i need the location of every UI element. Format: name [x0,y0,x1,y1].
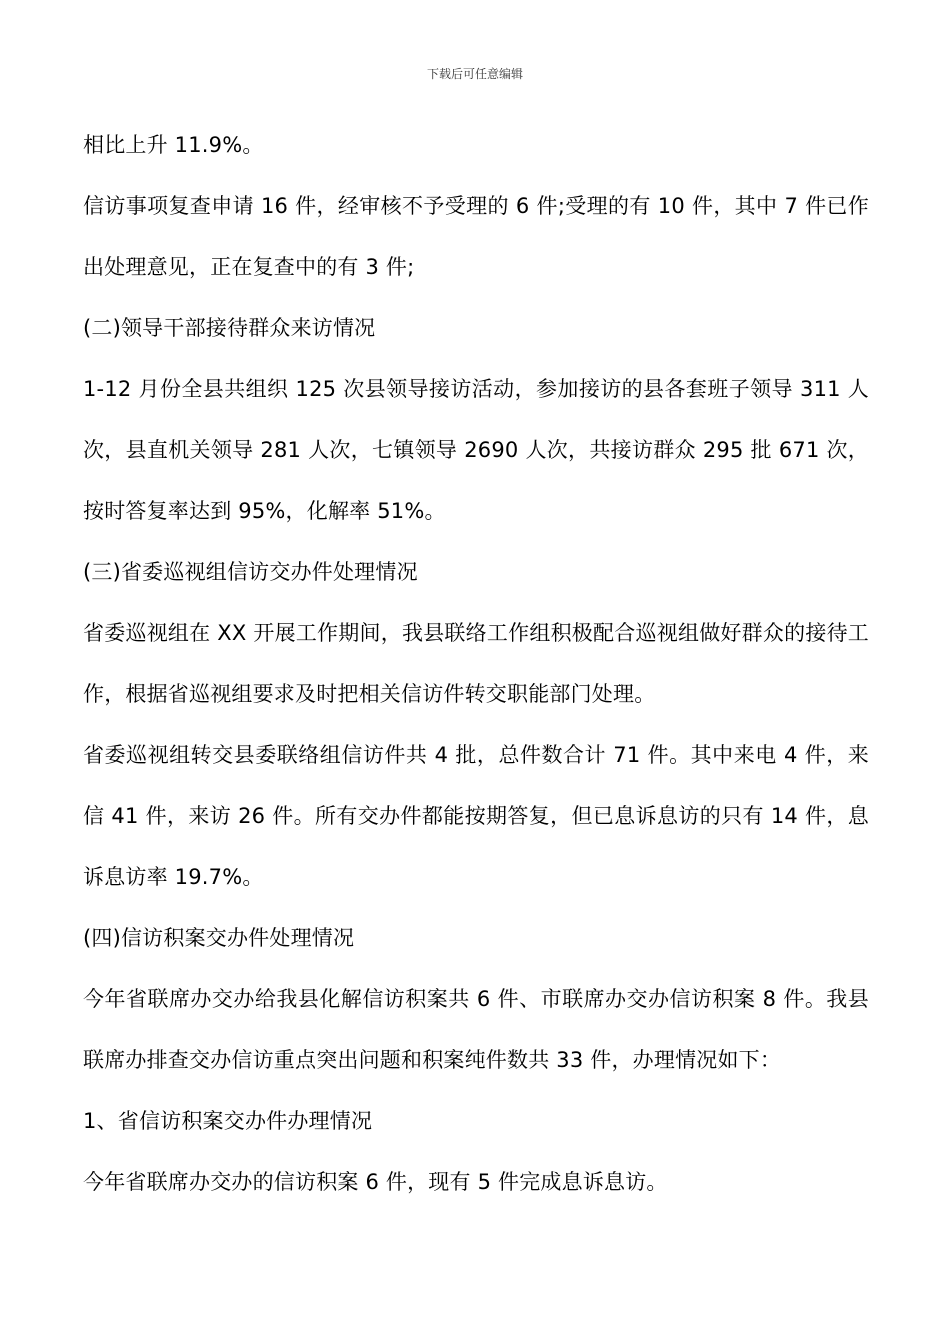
section-heading-leaders-reception: (二)领导干部接待群众来访情况 [83,316,376,340]
paragraph-inspection-cooperation: 省委巡视组在 XX 开展工作期间，我县联络工作组积极配合巡视组做好群众的接待工作，根据省巡视组要求及时把相关信访件转交职能部门处理。 [83,621,869,706]
section-heading-inspection-cases: (三)省委巡视组信访交办件处理情况 [83,560,418,584]
subsection-heading-provincial-backlog: 1、省信访积案交办件办理情况 [83,1109,373,1133]
paragraph-provincial-backlog: 今年省联席办交办的信访积案 6 件，现有 5 件完成息诉息访。 [83,1170,668,1194]
paragraph-inspection-statistics: 省委巡视组转交县委联络组信访件共 4 批，总件数合计 71 件。其中来电 4 件，来信 41 件，来访 26 件。所有交办件都能按期答复，但已息诉息访的只有 14 件，息诉息访率 19.7%。 [83,743,869,889]
paragraph-leaders-reception: 1-12 月份全县共组织 125 次县领导接访活动，参加接访的县各套班子领导 311 人次，县直机关领导 281 人次，七镇领导 2690 人次，共接访群众 295 批 671 次，按时答复率达到 95%，化解率 51%。 [83,377,869,523]
paragraph-increase: 相比上升 11.9%。 [83,133,264,157]
document-body [83,115,869,1213]
page-header: 下载后可任意编辑 [426,67,523,81]
section-heading-backlog-cases: (四)信访积案交办件处理情况 [83,926,355,950]
paragraph-backlog-overview: 今年省联席办交办给我县化解信访积案共 6 件、市联席办交办信访积案 8 件。我县联席办排查交办信访重点突出问题和积案纯件数共 33 件，办理情况如下： [83,987,869,1072]
paragraph-review-requests: 信访事项复查申请 16 件，经审核不予受理的 6 件;受理的有 10 件，其中 7 件已作出处理意见，正在复查中的有 3 件; [83,194,869,279]
